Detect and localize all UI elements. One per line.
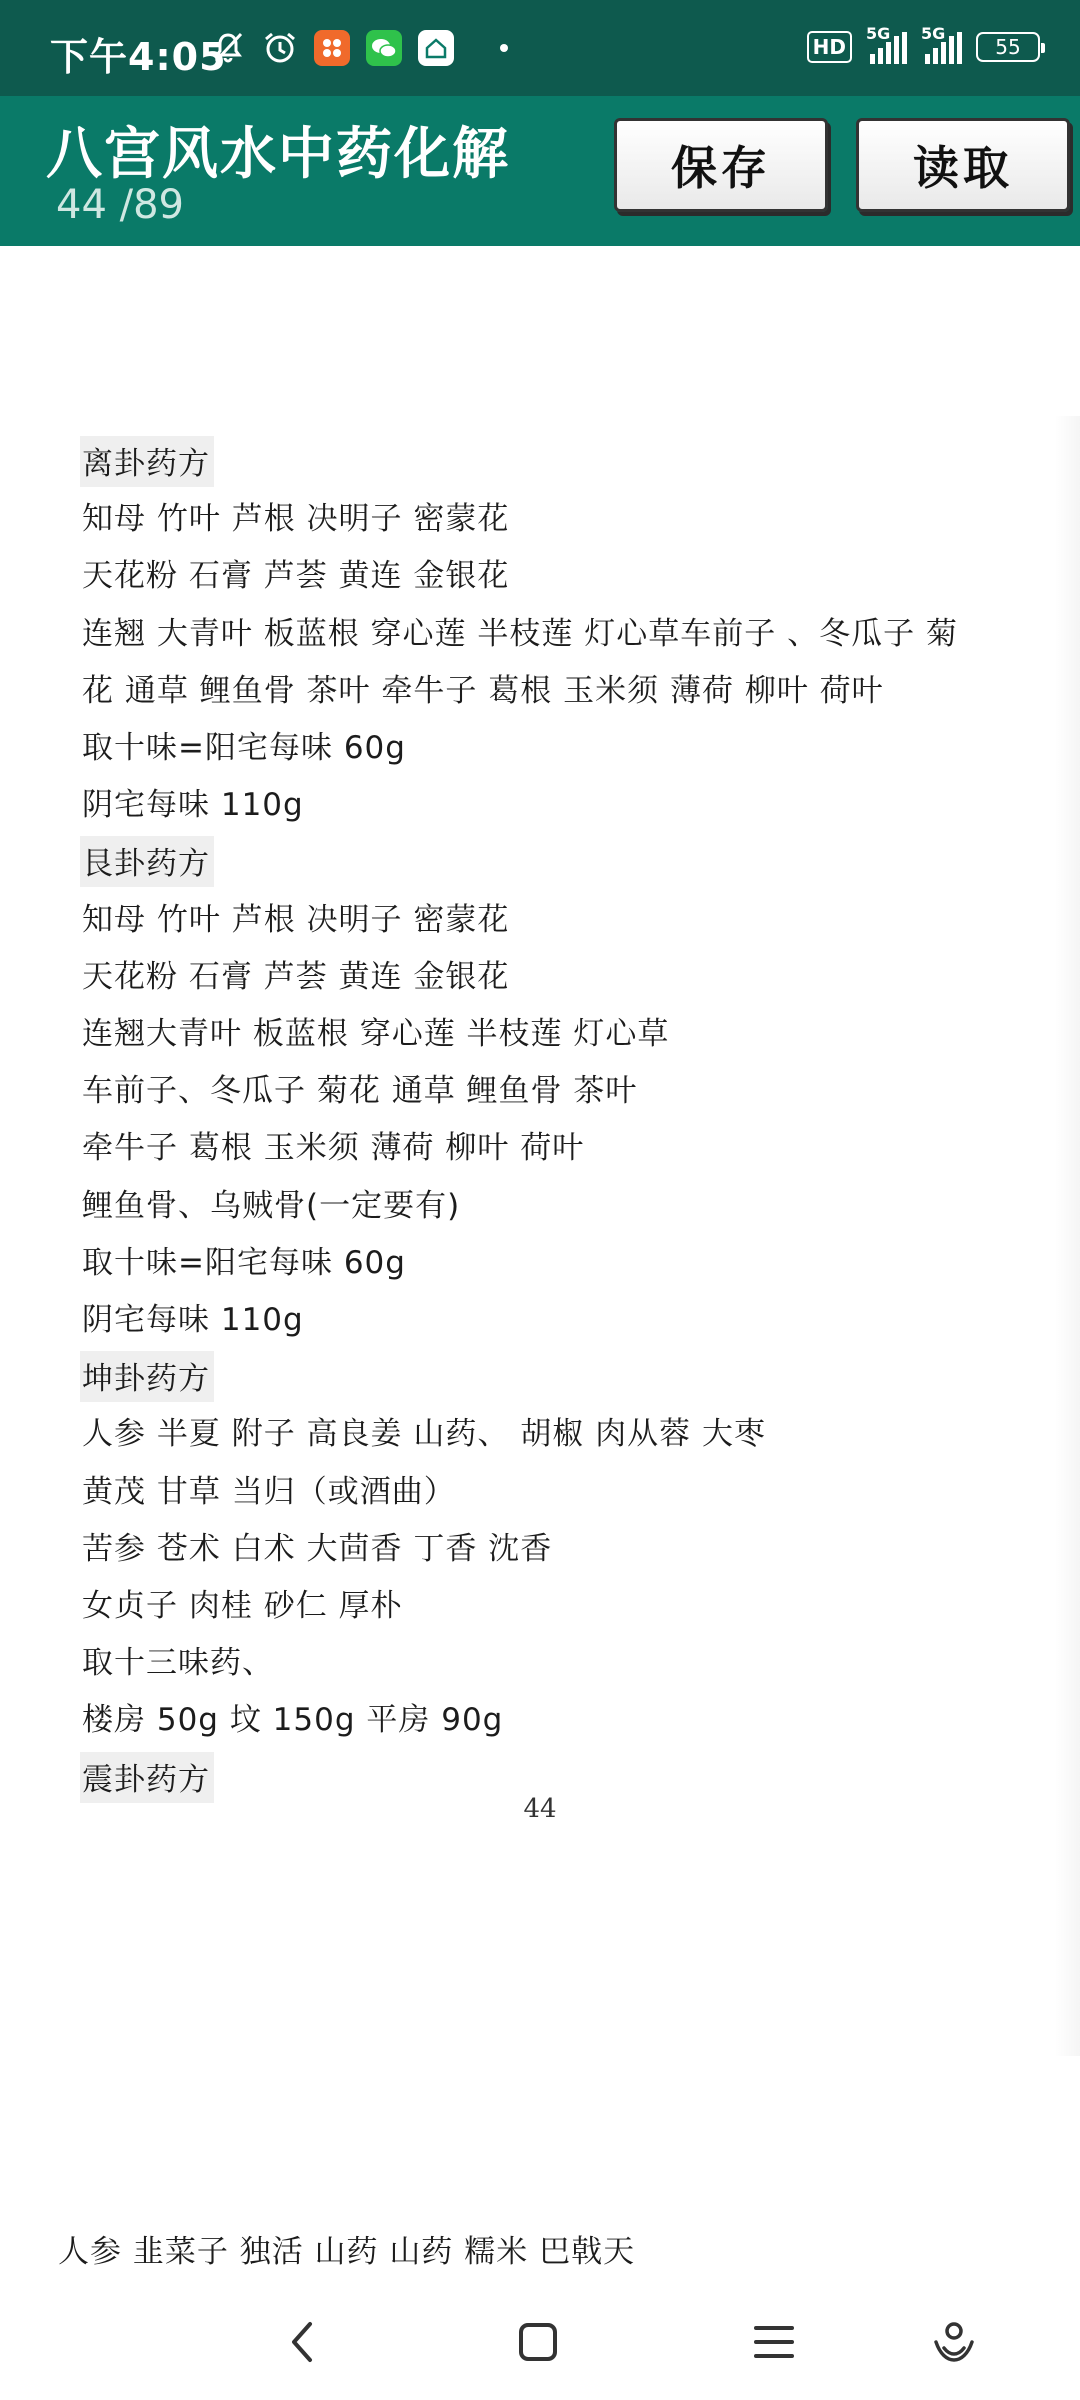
signal-5g-icon: 5G [866,30,907,64]
section-heading: 震卦药方 [80,1752,214,1803]
assistant-icon[interactable] [924,2312,984,2372]
text-line: 取十三味药、 [82,1645,274,1681]
page-counter: 44 /89 [56,182,184,228]
text-line: 黄茂 甘草 当归（或酒曲） [82,1474,456,1510]
status-system-icons [807,24,1040,64]
text-line: 阴宅每味 110g [82,1302,304,1338]
section-heading: 坤卦药方 [80,1351,214,1402]
text-line: 阴宅每味 110g [82,787,304,823]
section-heading: 艮卦药方 [80,836,214,887]
text-line: 牵牛子 葛根 玉米须 薄荷 柳叶 荷叶 [82,1130,585,1166]
wechat-icon [366,30,402,66]
text-line: 女贞子 肉桂 砂仁 厚朴 [82,1588,403,1624]
page-number: 44 [523,1794,557,1824]
app-header [0,96,1080,246]
status-time: 下午4:05 [50,35,227,79]
text-line: 知母 竹叶 芦根 决明子 密蒙花 [82,501,510,537]
document-viewer[interactable] [0,246,1080,2286]
status-notification-icons [210,30,508,66]
next-page-text-line: 人参 韭菜子 独活 山药 山药 糯米 巴戟天 [58,2234,636,2270]
text-line: 取十味=阳宅每味 60g [82,1245,406,1281]
home-icon[interactable] [508,2312,568,2372]
text-line: 取十味=阳宅每味 60g [82,730,406,766]
status-bar [0,0,1080,96]
text-line: 连翘 大青叶 板蓝根 穿心莲 半枝莲 灯心草车前子 、冬瓜子 菊 [82,616,958,652]
home-app-icon [418,30,454,66]
signal-5g-secondary-icon: 5G [921,30,962,64]
text-line: 车前子、冬瓜子 菊花 通草 鲤鱼骨 茶叶 [82,1073,638,1109]
text-line: 楼房 50g 坟 150g 平房 90g [82,1702,504,1738]
section-heading: 离卦药方 [80,436,214,487]
text-line: 天花粉 石膏 芦荟 黄连 金银花 [82,558,510,594]
navigation-bar [0,2286,1080,2400]
more-notifications-dot [500,44,508,52]
text-line: 人参 半夏 附子 高良姜 山药、 胡椒 肉从蓉 大枣 [82,1416,766,1452]
app-title: 八宫风水中药化解 [46,122,510,187]
read-button[interactable]: 读取 [856,118,1070,212]
text-line: 天花粉 石膏 芦荟 黄连 金银花 [82,959,510,995]
text-line: 苦参 苍术 白术 大茴香 丁香 沈香 [82,1531,553,1567]
mute-bell-icon [210,30,246,66]
text-line: 鲤鱼骨、乌贼骨(一定要有) [82,1188,461,1224]
back-icon[interactable] [272,2312,332,2372]
app-orange-icon [314,30,350,66]
alarm-icon [262,30,298,66]
battery-icon: 55 [976,32,1040,62]
menu-icon[interactable] [744,2312,804,2372]
text-line: 连翘大青叶 板蓝根 穿心莲 半枝莲 灯心草 [82,1016,670,1052]
save-button[interactable]: 保存 [614,118,828,212]
text-line: 知母 竹叶 芦根 决明子 密蒙花 [82,902,510,938]
hd-badge: HD [807,31,852,63]
text-line: 花 通草 鲤鱼骨 茶叶 牵牛子 葛根 玉米须 薄荷 柳叶 荷叶 [82,673,884,709]
